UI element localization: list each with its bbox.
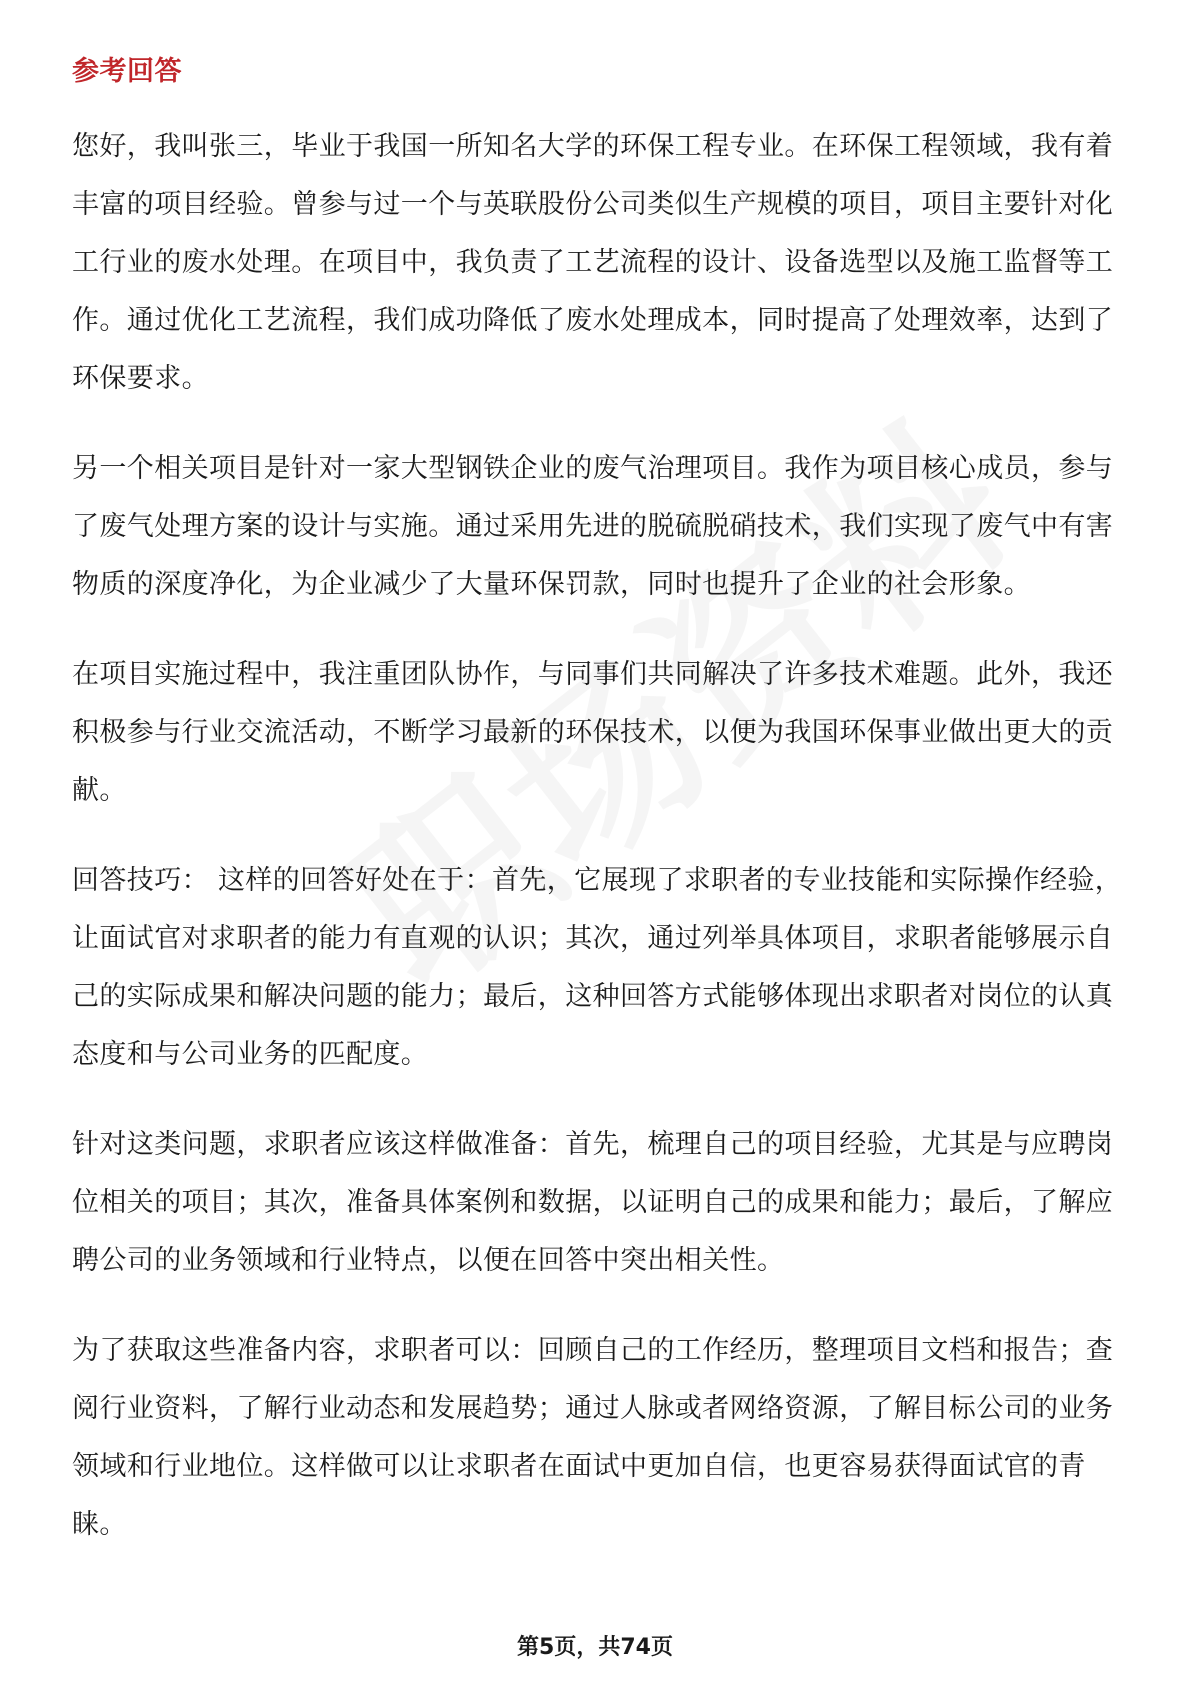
paragraph-preparation: 针对这类问题，求职者应该这样做准备：首先，梳理自己的项目经验，尤其是与应聘岗位相关的项目；其次，准备具体案例和数据，以证明自己的成果和能力；最后，了解应聘公司的业务领域和行业特点，以便在回答中突出相关性。	[72, 1129, 1114, 1276]
document-body	[72, 48, 1132, 1586]
paragraph-resources: 为了获取这些准备内容，求职者可以：回顾自己的工作经历，整理项目文档和报告；查阅行业资料，了解行业动态和发展趋势；通过人脉或者网络资源，了解目标公司的业务领域和行业地位。这样做可以让求职者在面试中更加自信，也更容易获得面试官的青睐。	[72, 1335, 1114, 1540]
paragraph-project-two: 另一个相关项目是针对一家大型钢铁企业的废气治理项目。我作为项目核心成员，参与了废气处理方案的设计与实施。通过采用先进的脱硫脱硝技术，我们实现了废气中有害物质的深度净化，为企业减少了大量环保罚款，同时也提升了企业的社会形象。	[72, 453, 1114, 600]
paragraph-intro: 您好，我叫张三，毕业于我国一所知名大学的环保工程专业。在环保工程领域，我有着丰富的项目经验。曾参与过一个与英联股份公司类似生产规模的项目，项目主要针对化工行业的废水处理。在项目中，我负责了工艺流程的设计、设备选型以及施工监督等工作。通过优化工艺流程，我们成功降低了废水处理成本，同时提高了处理效率，达到了环保要求。	[72, 131, 1114, 394]
paragraph-answer-tips: 回答技巧： 这样的回答好处在于：首先，它展现了求职者的专业技能和实际操作经验，让面试官对求职者的能力有直观的认识；其次，通过列举具体项目，求职者能够展示自己的实际成果和解决问题的能力；最后，这种回答方式能够体现出求职者对岗位的认真态度和与公司业务的匹配度。	[72, 865, 1123, 1070]
paragraph-teamwork: 在项目实施过程中，我注重团队协作，与同事们共同解决了许多技术难题。此外，我还积极参与行业交流活动，不断学习最新的环保技术，以便为我国环保事业做出更大的贡献。	[72, 659, 1114, 806]
section-title: 参考回答	[72, 56, 182, 87]
page-number: 第5页，共74页	[517, 1635, 673, 1660]
